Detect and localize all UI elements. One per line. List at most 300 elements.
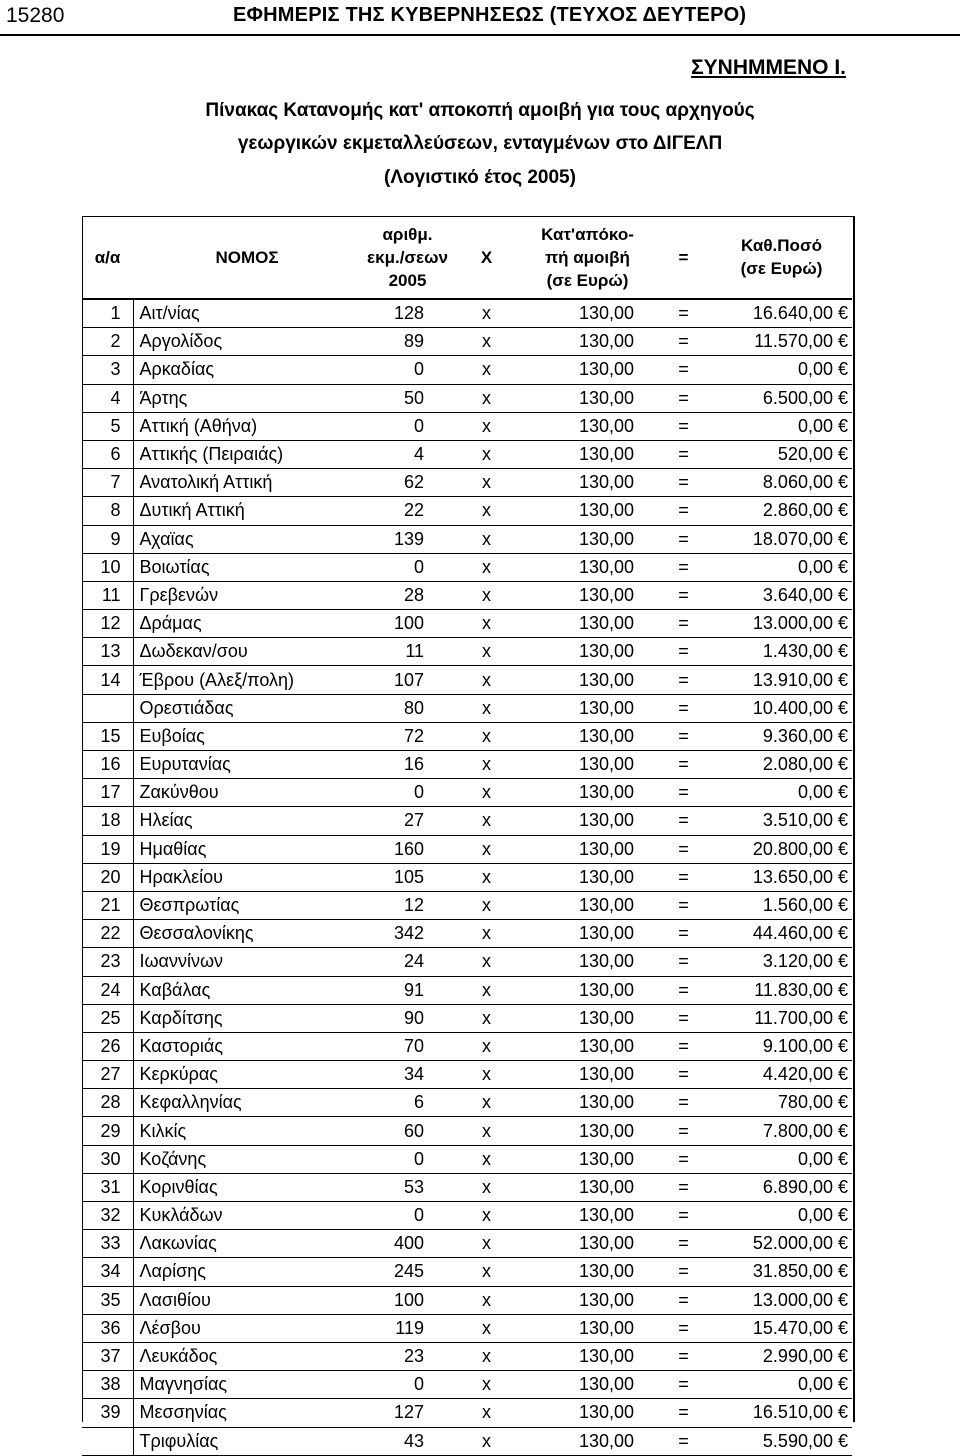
table-row xyxy=(82,863,852,891)
table-row xyxy=(82,835,852,863)
cell-rate: 130,00 xyxy=(519,638,656,666)
cell-nomos: Ορεστιάδας xyxy=(133,694,361,722)
cell-rate: 130,00 xyxy=(519,1004,656,1032)
cell-count: 128 xyxy=(361,299,454,328)
cell-total: 3.510,00 € xyxy=(711,807,852,835)
cell-x: x xyxy=(454,1230,519,1258)
cell-x: x xyxy=(454,1371,519,1399)
cell-total: 18.070,00 € xyxy=(711,525,852,553)
cell-rate: 130,00 xyxy=(519,553,656,581)
cell-rate: 130,00 xyxy=(519,1202,656,1230)
cell-aa: 20 xyxy=(82,863,133,891)
cell-total: 6.500,00 € xyxy=(711,384,852,412)
cell-rate: 130,00 xyxy=(519,1286,656,1314)
cell-eq: = xyxy=(656,412,711,440)
cell-total: 11.570,00 € xyxy=(711,328,852,356)
cell-rate: 130,00 xyxy=(519,610,656,638)
cell-eq: = xyxy=(656,722,711,750)
table-row xyxy=(82,1258,852,1286)
table-row xyxy=(82,384,852,412)
page-number: 15280 xyxy=(6,4,65,27)
cell-nomos: Θεσπρωτίας xyxy=(133,891,361,919)
cell-nomos: Κορινθίας xyxy=(133,1173,361,1201)
cell-count: 90 xyxy=(361,1004,454,1032)
table-row xyxy=(82,666,852,694)
cell-nomos: Ιωαννίνων xyxy=(133,948,361,976)
table-row xyxy=(82,1145,852,1173)
cell-x: x xyxy=(454,779,519,807)
cell-total: 1.560,00 € xyxy=(711,891,852,919)
cell-nomos: Έβρου (Αλεξ/πολη) xyxy=(133,666,361,694)
cell-eq: = xyxy=(656,666,711,694)
cell-count: 50 xyxy=(361,384,454,412)
cell-aa: 15 xyxy=(82,722,133,750)
cell-count: 100 xyxy=(361,1286,454,1314)
cell-total: 0,00 € xyxy=(711,412,852,440)
cell-x: x xyxy=(454,722,519,750)
cell-count: 107 xyxy=(361,666,454,694)
table-row xyxy=(82,638,852,666)
table-row xyxy=(82,1427,852,1455)
cell-count: 53 xyxy=(361,1173,454,1201)
cell-x: x xyxy=(454,1427,519,1455)
cell-x: x xyxy=(454,1202,519,1230)
cell-total: 16.640,00 € xyxy=(711,299,852,328)
cell-aa: 21 xyxy=(82,891,133,919)
cell-rate: 130,00 xyxy=(519,1371,656,1399)
cell-eq: = xyxy=(656,948,711,976)
cell-x: x xyxy=(454,920,519,948)
cell-eq: = xyxy=(656,610,711,638)
cell-eq: = xyxy=(656,1314,711,1342)
cell-nomos: Λασιθίου xyxy=(133,1286,361,1314)
cell-aa: 2 xyxy=(82,328,133,356)
cell-rate: 130,00 xyxy=(519,1117,656,1145)
table-row xyxy=(82,1117,852,1145)
table-row xyxy=(82,1032,852,1060)
cell-count: 43 xyxy=(361,1427,454,1455)
cell-aa: 17 xyxy=(82,779,133,807)
cell-nomos: Καρδίτσης xyxy=(133,1004,361,1032)
cell-aa: 34 xyxy=(82,1258,133,1286)
cell-rate: 130,00 xyxy=(519,835,656,863)
cell-rate: 130,00 xyxy=(519,779,656,807)
cell-rate: 130,00 xyxy=(519,1173,656,1201)
cell-count: 16 xyxy=(361,751,454,779)
table-row xyxy=(82,1061,852,1089)
cell-x: x xyxy=(454,1342,519,1370)
cell-aa: 39 xyxy=(82,1399,133,1427)
cell-count: 27 xyxy=(361,807,454,835)
table-row xyxy=(82,581,852,609)
table-row xyxy=(82,356,852,384)
cell-x: x xyxy=(454,525,519,553)
cell-aa: 22 xyxy=(82,920,133,948)
cell-x: x xyxy=(454,891,519,919)
cell-total: 0,00 € xyxy=(711,779,852,807)
table-row xyxy=(82,948,852,976)
cell-total: 11.830,00 € xyxy=(711,976,852,1004)
cell-total: 13.910,00 € xyxy=(711,666,852,694)
cell-eq: = xyxy=(656,1117,711,1145)
table-row xyxy=(82,299,852,328)
cell-nomos: Τριφυλίας xyxy=(133,1427,361,1455)
cell-rate: 130,00 xyxy=(519,666,656,694)
cell-eq: = xyxy=(656,1286,711,1314)
cell-nomos: Κεφαλληνίας xyxy=(133,1089,361,1117)
cell-aa: 35 xyxy=(82,1286,133,1314)
cell-x: x xyxy=(454,1145,519,1173)
cell-nomos: Άρτης xyxy=(133,384,361,412)
cell-eq: = xyxy=(656,807,711,835)
cell-eq: = xyxy=(656,1230,711,1258)
cell-rate: 130,00 xyxy=(519,440,656,468)
cell-nomos: Αττικής (Πειραιάς) xyxy=(133,440,361,468)
cell-rate: 130,00 xyxy=(519,1089,656,1117)
cell-aa: 23 xyxy=(82,948,133,976)
cell-x: x xyxy=(454,328,519,356)
cell-eq: = xyxy=(656,525,711,553)
header-count xyxy=(361,216,454,299)
cell-x: x xyxy=(454,412,519,440)
cell-rate: 130,00 xyxy=(519,1145,656,1173)
cell-total: 2.080,00 € xyxy=(711,751,852,779)
cell-aa: 12 xyxy=(82,610,133,638)
table-title-line-1: Πίνακας Κατανομής κατ' αποκοπή αμοιβή για τους αρχηγούς xyxy=(205,100,755,121)
cell-total: 6.890,00 € xyxy=(711,1173,852,1201)
cell-x: x xyxy=(454,1399,519,1427)
cell-total: 780,00 € xyxy=(711,1089,852,1117)
cell-x: x xyxy=(454,1117,519,1145)
cell-count: 80 xyxy=(361,694,454,722)
table-row xyxy=(82,412,852,440)
table-row xyxy=(82,1004,852,1032)
cell-total: 9.100,00 € xyxy=(711,1032,852,1060)
cell-aa xyxy=(82,1427,133,1455)
cell-aa: 30 xyxy=(82,1145,133,1173)
cell-total: 10.400,00 € xyxy=(711,694,852,722)
cell-total: 0,00 € xyxy=(711,1145,852,1173)
table-row xyxy=(82,694,852,722)
cell-eq: = xyxy=(656,1202,711,1230)
cell-x: x xyxy=(454,440,519,468)
cell-total: 16.510,00 € xyxy=(711,1399,852,1427)
table-body xyxy=(82,299,852,1455)
cell-rate: 130,00 xyxy=(519,497,656,525)
cell-rate: 130,00 xyxy=(519,1061,656,1089)
cell-count: 100 xyxy=(361,610,454,638)
cell-count: 34 xyxy=(361,1061,454,1089)
cell-rate: 130,00 xyxy=(519,1230,656,1258)
cell-count: 0 xyxy=(361,1371,454,1399)
cell-x: x xyxy=(454,356,519,384)
cell-nomos: Αιτ/νίας xyxy=(133,299,361,328)
cell-rate: 130,00 xyxy=(519,469,656,497)
cell-aa: 8 xyxy=(82,497,133,525)
cell-count: 127 xyxy=(361,1399,454,1427)
cell-nomos: Ανατολική Αττική xyxy=(133,469,361,497)
cell-rate: 130,00 xyxy=(519,1032,656,1060)
cell-rate: 130,00 xyxy=(519,356,656,384)
cell-nomos: Κοζάνης xyxy=(133,1145,361,1173)
cell-aa: 4 xyxy=(82,384,133,412)
table-row xyxy=(82,1202,852,1230)
cell-rate: 130,00 xyxy=(519,525,656,553)
cell-count: 12 xyxy=(361,891,454,919)
cell-eq: = xyxy=(656,1427,711,1455)
cell-count: 28 xyxy=(361,581,454,609)
cell-rate: 130,00 xyxy=(519,412,656,440)
cell-rate: 130,00 xyxy=(519,807,656,835)
cell-total: 52.000,00 € xyxy=(711,1230,852,1258)
cell-aa: 7 xyxy=(82,469,133,497)
cell-rate: 130,00 xyxy=(519,976,656,1004)
cell-rate: 130,00 xyxy=(519,891,656,919)
cell-nomos: Δυτική Αττική xyxy=(133,497,361,525)
cell-eq: = xyxy=(656,384,711,412)
table-row xyxy=(82,751,852,779)
cell-count: 0 xyxy=(361,553,454,581)
cell-nomos: Κυκλάδων xyxy=(133,1202,361,1230)
cell-aa: 36 xyxy=(82,1314,133,1342)
cell-aa: 9 xyxy=(82,525,133,553)
cell-count: 105 xyxy=(361,863,454,891)
cell-rate: 130,00 xyxy=(519,920,656,948)
header-total xyxy=(711,216,852,299)
cell-count: 24 xyxy=(361,948,454,976)
cell-eq: = xyxy=(656,1399,711,1427)
table-row xyxy=(82,1314,852,1342)
cell-aa: 6 xyxy=(82,440,133,468)
cell-total: 3.640,00 € xyxy=(711,581,852,609)
cell-eq: = xyxy=(656,694,711,722)
cell-rate: 130,00 xyxy=(519,722,656,750)
cell-nomos: Ευβοίας xyxy=(133,722,361,750)
cell-nomos: Βοιωτίας xyxy=(133,553,361,581)
table-title-line-3: (Λογιστικό έτος 2005) xyxy=(384,167,576,188)
cell-eq: = xyxy=(656,751,711,779)
table-row xyxy=(82,610,852,638)
cell-aa: 32 xyxy=(82,1202,133,1230)
cell-nomos: Θεσσαλονίκης xyxy=(133,920,361,948)
cell-eq: = xyxy=(656,328,711,356)
cell-nomos: Αρκαδίας xyxy=(133,356,361,384)
cell-rate: 130,00 xyxy=(519,694,656,722)
table-row xyxy=(82,1286,852,1314)
table-row xyxy=(82,553,852,581)
table-row xyxy=(82,1371,852,1399)
cell-eq: = xyxy=(656,469,711,497)
cell-rate: 130,00 xyxy=(519,581,656,609)
cell-nomos: Ευρυτανίας xyxy=(133,751,361,779)
table-row xyxy=(82,1173,852,1201)
cell-count: 0 xyxy=(361,1202,454,1230)
cell-total: 13.000,00 € xyxy=(711,1286,852,1314)
cell-eq: = xyxy=(656,920,711,948)
cell-x: x xyxy=(454,1089,519,1117)
cell-eq: = xyxy=(656,497,711,525)
cell-total: 20.800,00 € xyxy=(711,835,852,863)
cell-nomos: Αργολίδος xyxy=(133,328,361,356)
table-row xyxy=(82,1230,852,1258)
table-row xyxy=(82,976,852,1004)
cell-eq: = xyxy=(656,891,711,919)
cell-eq: = xyxy=(656,581,711,609)
cell-nomos: Αχαϊας xyxy=(133,525,361,553)
cell-count: 11 xyxy=(361,638,454,666)
cell-eq: = xyxy=(656,1173,711,1201)
cell-rate: 130,00 xyxy=(519,384,656,412)
cell-total: 7.800,00 € xyxy=(711,1117,852,1145)
cell-eq: = xyxy=(656,863,711,891)
cell-total: 1.430,00 € xyxy=(711,638,852,666)
cell-aa: 11 xyxy=(82,581,133,609)
cell-count: 342 xyxy=(361,920,454,948)
cell-total: 8.060,00 € xyxy=(711,469,852,497)
cell-aa xyxy=(82,694,133,722)
cell-x: x xyxy=(454,638,519,666)
table-row xyxy=(82,920,852,948)
cell-count: 91 xyxy=(361,976,454,1004)
header-nomos: ΝΟΜΟΣ xyxy=(215,247,279,267)
header-rate-line-1: Κατ'απόκο- xyxy=(541,224,634,244)
header-count-line-2: εκμ./σεων xyxy=(367,247,448,267)
cell-nomos: Μαγνησίας xyxy=(133,1371,361,1399)
cell-x: x xyxy=(454,1258,519,1286)
cell-aa: 24 xyxy=(82,976,133,1004)
cell-aa: 38 xyxy=(82,1371,133,1399)
header-eq: = xyxy=(678,247,689,267)
cell-x: x xyxy=(454,976,519,1004)
table-row xyxy=(82,1089,852,1117)
cell-count: 70 xyxy=(361,1032,454,1060)
cell-eq: = xyxy=(656,779,711,807)
cell-rate: 130,00 xyxy=(519,863,656,891)
cell-rate: 130,00 xyxy=(519,948,656,976)
table-row xyxy=(82,722,852,750)
cell-rate: 130,00 xyxy=(519,1314,656,1342)
header-total-line-1: Καθ.Ποσό xyxy=(741,236,822,255)
cell-nomos: Καστοριάς xyxy=(133,1032,361,1060)
cell-aa: 16 xyxy=(82,751,133,779)
cell-aa: 25 xyxy=(82,1004,133,1032)
cell-count: 60 xyxy=(361,1117,454,1145)
cell-eq: = xyxy=(656,835,711,863)
annex-label: ΣΥΝΗΜΜΕΝΟ Ι. xyxy=(691,56,846,79)
cell-x: x xyxy=(454,299,519,328)
cell-count: 0 xyxy=(361,1145,454,1173)
table-row xyxy=(82,328,852,356)
cell-nomos: Ημαθίας xyxy=(133,835,361,863)
gazette-title: ΕΦΗΜΕΡΙΣ ΤΗΣ ΚΥΒΕΡΝΗΣΕΩΣ (ΤΕΥΧΟΣ ΔΕΥΤΕΡΟ) xyxy=(233,4,747,26)
cell-nomos: Μεσσηνίας xyxy=(133,1399,361,1427)
cell-x: x xyxy=(454,694,519,722)
cell-x: x xyxy=(454,469,519,497)
cell-count: 89 xyxy=(361,328,454,356)
cell-rate: 130,00 xyxy=(519,1427,656,1455)
cell-total: 44.460,00 € xyxy=(711,920,852,948)
cell-count: 245 xyxy=(361,1258,454,1286)
cell-count: 22 xyxy=(361,497,454,525)
cell-nomos: Λακωνίας xyxy=(133,1230,361,1258)
cell-total: 13.000,00 € xyxy=(711,610,852,638)
cell-eq: = xyxy=(656,1145,711,1173)
cell-count: 4 xyxy=(361,440,454,468)
cell-nomos: Ηλείας xyxy=(133,807,361,835)
cell-x: x xyxy=(454,553,519,581)
header-x: Χ xyxy=(480,247,493,267)
cell-x: x xyxy=(454,497,519,525)
cell-x: x xyxy=(454,807,519,835)
cell-eq: = xyxy=(656,440,711,468)
cell-aa: 31 xyxy=(82,1173,133,1201)
cell-nomos: Λέσβου xyxy=(133,1314,361,1342)
cell-x: x xyxy=(454,1004,519,1032)
cell-total: 9.360,00 € xyxy=(711,722,852,750)
cell-aa: 28 xyxy=(82,1089,133,1117)
cell-nomos: Καβάλας xyxy=(133,976,361,1004)
cell-nomos: Λευκάδος xyxy=(133,1342,361,1370)
page-header xyxy=(0,0,960,34)
cell-x: x xyxy=(454,1061,519,1089)
cell-aa: 1 xyxy=(82,299,133,328)
cell-eq: = xyxy=(656,1061,711,1089)
cell-eq: = xyxy=(656,1258,711,1286)
cell-total: 13.650,00 € xyxy=(711,863,852,891)
cell-total: 2.860,00 € xyxy=(711,497,852,525)
table-row xyxy=(82,891,852,919)
cell-count: 0 xyxy=(361,356,454,384)
header-rate xyxy=(519,216,656,299)
cell-total: 4.420,00 € xyxy=(711,1061,852,1089)
cell-aa: 13 xyxy=(82,638,133,666)
cell-aa: 18 xyxy=(82,807,133,835)
cell-rate: 130,00 xyxy=(519,1258,656,1286)
cell-aa: 19 xyxy=(82,835,133,863)
cell-total: 520,00 € xyxy=(711,440,852,468)
header-rule xyxy=(0,34,960,36)
cell-rate: 130,00 xyxy=(519,751,656,779)
cell-nomos: Δράμας xyxy=(133,610,361,638)
cell-nomos: Δωδεκαν/σου xyxy=(133,638,361,666)
cell-total: 11.700,00 € xyxy=(711,1004,852,1032)
cell-x: x xyxy=(454,835,519,863)
table-row xyxy=(82,807,852,835)
cell-count: 6 xyxy=(361,1089,454,1117)
cell-total: 0,00 € xyxy=(711,1202,852,1230)
table-row xyxy=(82,469,852,497)
cell-total: 0,00 € xyxy=(711,1371,852,1399)
cell-rate: 130,00 xyxy=(519,299,656,328)
cell-x: x xyxy=(454,751,519,779)
cell-total: 5.590,00 € xyxy=(711,1427,852,1455)
cell-nomos: Γρεβενών xyxy=(133,581,361,609)
cell-rate: 130,00 xyxy=(519,1399,656,1427)
cell-x: x xyxy=(454,948,519,976)
cell-x: x xyxy=(454,1286,519,1314)
cell-x: x xyxy=(454,1173,519,1201)
cell-count: 139 xyxy=(361,525,454,553)
table-row xyxy=(82,779,852,807)
cell-eq: = xyxy=(656,356,711,384)
table-header-row xyxy=(82,216,852,299)
cell-nomos: Λαρίσης xyxy=(133,1258,361,1286)
cell-count: 23 xyxy=(361,1342,454,1370)
cell-aa: 37 xyxy=(82,1342,133,1370)
cell-nomos: Κερκύρας xyxy=(133,1061,361,1089)
cell-eq: = xyxy=(656,553,711,581)
table-row xyxy=(82,497,852,525)
